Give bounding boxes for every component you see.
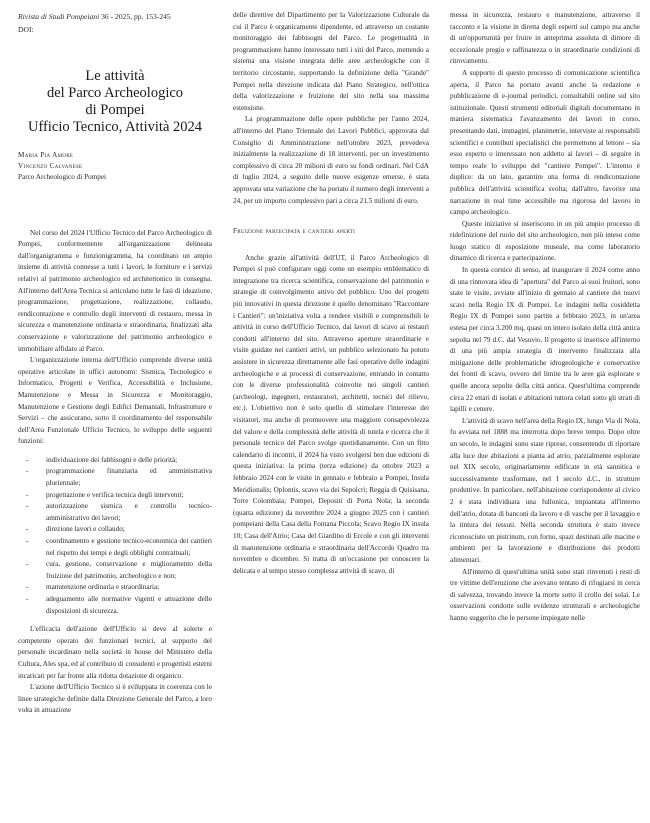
journal-name: Rivista di Studi Pompeiani	[18, 12, 100, 21]
body-paragraph: Queste iniziative si inseriscono in un più ampio processo di ridefinizione del ruolo del sito archeologico, non più inteso come luogo statico di esposizione museale, ma come laboratorio dinamico di ricerca e partecipazione.	[450, 219, 640, 263]
body-paragraph: In questa cornice di senso, ad inaugurare il 2024 come anno di una rinnovata idea di "apertura" del Parco ai suoi fruitori, sono state le visite, avviate all'inizio di gennaio al cantiere dei nuovi scavi nella Regio IX di Pompei. Le indagini nella cosiddetta Regio IX di Pompei sono partite a febbraio 2023, in un'area estesa per circa 3.200 mq, quasi un intero isolato della città antica sepolta nel 79 d.C. dal Vesuvio. Il progetto si inserisce all'interno di una più ampia strategia di intervento finalizzata alla mitigazione delle problematiche idrogeologiche e conservative dei fronti di scavo, ovvero del limite tra le aree già esplorate e quelle ancora sepolte della città antica. Quest'ultima comprende circa 22 ettari di isolati e abitazioni tuttora celati sotto gli strati di lapilli e cenere.	[450, 266, 640, 414]
body-paragraph: A supporto di questo processo di comunicazione scientifica aperta, il Parco ha portato avanti anche la redazione e pubblicazione di e-journal periodici, consultabili online sul sito istituzionale. Questi strumenti editoriali digitali documentano in maniera sistematica l'avanzamento dei lavori in corso, presentando dati, immagini, planimetrie, interviste ai responsabili scientifici e contributi specialistici che permettono al lettore – sia esso esperto o interessato non addetto ai lavori – di seguire in tempo reale lo sviluppo del "cantiere Pompei". L'intento è duplice: da un lato, garantire una forma di rendicontazione pubblica dell'attività scientifica svolta; dall'altro, favorire una narrazione in real time accessibile ma rigorosa del lavoro in campo archeologico.	[450, 68, 640, 217]
list-item: - adeguamento alle normative vigenti e attuazione delle disposizioni di sicurezza.	[18, 594, 212, 617]
article-title	[18, 68, 212, 136]
body-paragraph: L'attività di scavo nell'area della Regio IX, lungo Via di Nola, fu avviata nel 1888 ma interrotta dopo breve tempo. Dopo oltre un secolo, le indagini sono state riprese, consentendo di riportare alla luce due abitazioni a pianta ad atrio, parzialmente esplorate nel XIX secolo, originariamente edificate in età sannitica e successivamente trasformate, nel I secolo d.C., in strutture produttive. In particolare, nell'abitazione corrispondente al civico 2 è stata individuata una fullonica, impiantata all'interno dell'atrio, dotata di banconi da lavoro e di vasche per il lavaggio e la tintura dei tessuti. Nella seconda struttura è stato invece riconosciuto un pistrinum, con forno, spazi destinati alle macine e ambienti per la lavorazione e distribuzione dei prodotti alimentari.	[450, 416, 640, 564]
body-paragraph: Nel corso del 2024 l'Ufficio Tecnico del Parco Archeologico di Pompei, conformemente all'organizzazione delineata dall'organigramma e funzionigramma, ha coordinato un ampio insieme di attività connesse a tutti i lavori, le forniture e i servizi relativi al patrimonio archeologico ed architettonico in consegna. All'interno dell'Area Tecnica si articolano tutte le fasi di ideazione, programmazione, progettazione, realizzazione, collaudo, rendicontazione e controllo degli interventi di restauro, messa in sicurezza e manutenzione ordinaria e straordinaria, finalizzati alla conservazione e valorizzazione del patrimonio archeologico e immobiliare affidato al Parco.	[18, 228, 212, 353]
functions-list	[18, 455, 212, 617]
body-paragraph: L'organizzazione interna dell'Ufficio comprende diverse unità operative articolate in uffici autonomi: Sismica, Tecnologico e Informatico, Progetti e Verifica, Accessibilità e Inclusione, Manutenzione e Messa in Sicurezza e Monitoraggio, Manutenzione e Gestione degli Edifici Demaniali, Infrastrutture e Servizi – che assicurano, sotto il coordinamento del responsabile dell'Area Funzionale Ufficio Tecnico, lo sviluppo delle seguenti funzioni:	[18, 356, 212, 446]
list-item: - autorizzazione sismica e controllo tecnico-amministrativo dei lavori;	[18, 501, 212, 524]
body-paragraph: L'efficacia dell'azione dell'Ufficio si deve al solerte e competente operato dei funzionari tecnici, al supporto del personale incardinato nella società in house del Ministero della Cultura, Ales spa, ed al contributo di consulenti e progettisti esterni incaricati per far fronte alla ridotta dotazione di organico.	[18, 625, 212, 680]
list-item: - programmazione finanziaria ed amministrativa pluriennale;	[18, 466, 212, 489]
title-line: Ufficio Tecnico, Attività 2024	[27, 119, 203, 135]
title-line: Le attività	[85, 68, 145, 84]
citation-line	[18, 10, 171, 23]
title-line: di Pompei	[85, 102, 145, 118]
author-affiliation: Parco Archeologico di Pompei	[18, 173, 107, 182]
column-3	[450, 10, 640, 624]
doi-label: DOI:	[18, 25, 34, 34]
list-item: - manutenzione ordinaria e straordinaria;	[18, 582, 212, 594]
body-paragraph: L'azione dell'Ufficio Tecnico si è sviluppata in coerenza con le linee strategiche definite dalla Direzione Generale del Parco, a loro volta in attuazione	[18, 683, 212, 715]
list-item: - progettazione e verifica tecnica degli interventi;	[18, 490, 212, 502]
author-name: Vincenzo Calvanese	[18, 162, 83, 171]
column-2	[233, 10, 429, 577]
title-line: del Parco Archeologico	[46, 85, 184, 101]
body-paragraph: All'interno di quest'ultima unità sono stati rinvenuti i resti di tre vittime dell'eruzione che avevano tentato di rifugiarsi in cerca di salvezza, trovando invece la morte sotto il crollo dei solai. Le osservazioni condotte sulle evidenze strutturali e archeologiche hanno suggerito che le persone impiegate nelle	[450, 567, 640, 622]
list-item: - coordinamento e gestione tecnico-economica dei cantieri nel rispetto dei tempi e degli obblighi contrattuali;	[18, 536, 212, 559]
body-paragraph: Anche grazie all'attività dell'UT, il Parco Archeologico di Pompei si può configurare oggi come un esempio emblematico di integrazione tra ricerca scientifica, conservazione del patrimonio e strategie di coinvolgimento attivo del pubblico. Uno dei progetti più innovativi in questa direzione è quello denominato "Raccontare i Cantieri": un'iniziativa volta a rendere visibili e comprensibili le attività in corso dell'Ufficio Tecnico, dai lavori di scavo ai restauri condotti all'interno del sito. Attraverso aperture straordinarie e visite guidate nei cantieri attivi, un pubblico selezionato ha potuto assistere in sicurezza direttamente alle fasi operative delle indagini archeologiche e ai processi di conservazione, entrando in contatto con le diverse professionalità coinvolte nei singoli cantieri (archeologi, ingegneri, restauratori, architetti, tecnici del rilievo, etc.). L'obiettivo non è solo quello di stimolare l'interesse dei visitatori, ma anche di promuovere una maggiore consapevolezza del valore e della complessità delle attività di tutela e ricerca che il personale tecnico del Parco svolge quotidianamente. Con un fitto calendario di incontri, il 2024 ha visto svolgersi ben due edizioni di questa iniziativa: la prima (terza edizione) da ottobre 2023 a febbraio 2024 con le visite in gennaio e febbraio a Pompei, Insula Meridionalis; Oplontis, scavo via dei Sepolcri; Reggia di Quisisana, Torre Colombaia; Pompei, Depositi di Porta Nola; la seconda (quarta edizione) da novembre 2024 a giugno 2025 con i cantieri pompeiani della Casa della Fontana Piccola; Scavo Regio IX insula 10; Casa dell'Atrio; Casa del Giardino di Ercole e con gli interventi di manutenzione ordinaria e straordinaria dell'Accordo Quadro tra novembre e dicembre. Si tratta di un'occasione per conoscere la delicata e al tempo stesso complessa attività di scavo, di	[233, 253, 429, 575]
column-1	[18, 68, 212, 717]
author-name: Maria Pia Amore	[18, 151, 74, 159]
body-paragraph: La programmazione delle opere pubbliche per l'anno 2024, all'interno del Piano Triennale dei Lavori Pubblici, approvata dal Consiglio di Amministrazione nell'ottobre 2023, prevedeva inizialmente la realizzazione di 18 interventi, per un investimento complessivo di circa 20 milioni di euro su fondi ordinari. Nel CdA di luglio 2024, a seguito delle nuove esigenze emerse, è stata approvata una variazione che ha portato il numero degli interventi a 24, per un importo complessivo pari a circa 21.5 milioni di euro.	[233, 115, 429, 205]
section-heading: Fruizione partecipata e cantieri aperti	[233, 226, 356, 236]
body-paragraph: messa in sicurezza, restauro e manutenzione, attraverso il racconto e la visione in diretta degli esperti sul campo ma anche di un'opportunità per fruire in anteprima assoluta di dimore di eccezionale pregio e raffinatezza o in straordinarie condizioni di ritrovamento.	[450, 11, 640, 66]
list-item: - direzione lavori e collaudo;	[18, 524, 212, 536]
body-paragraph: delle direttive del Dipartimento per la Valorizzazione Culturale da cui il Parco è organicamente dipendente, ed attraverso un costante monitoraggio dei fabbisogni del Parco. Le progettualità in programmazione hanno interessato tutti i siti del Parco, mettendo a sistema una visione integrata delle aree archeologiche con il territorio circostante, supportando la definizione della "Grande" Pompei nella direzione indicata dal Piano Strategico, nell'ottica della valorizzazione e fruizione del sito nella sua massima estensione.	[233, 11, 429, 112]
journal-header	[18, 10, 171, 36]
journal-issue: 36 - 2025, pp. 153-245	[99, 12, 171, 21]
list-item: - cura, gestione, conservazione e miglioramento della fruizione del patrimonio, archeologico e non;	[18, 559, 212, 582]
authors-block	[18, 150, 212, 184]
list-item: - individuazione dei fabbisogni e delle priorità;	[18, 455, 212, 467]
